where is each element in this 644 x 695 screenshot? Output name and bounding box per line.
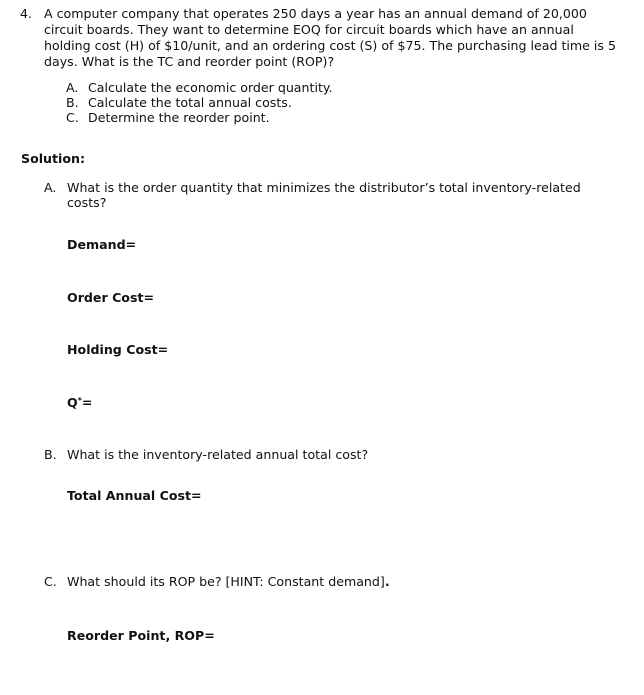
subpart-a-text: Calculate the economic order quantity. <box>88 80 333 95</box>
problem-line-3: holding cost (H) of $10/unit, and an ordering cost (S) of $75. The purchasing lead time is 5 <box>44 38 616 53</box>
problem-line-2: circuit boards. They want to determine EOQ for circuit boards which have an annual <box>44 22 574 37</box>
subpart-a-label: A. <box>66 80 79 95</box>
total-annual-cost-field-label: Total Annual Cost= <box>67 488 202 503</box>
part-b-question: What is the inventory-related annual total cost? <box>67 447 369 462</box>
subpart-b <box>66 95 292 111</box>
q-star-equals: = <box>81 395 93 410</box>
part-a-label: A. <box>44 180 57 195</box>
subpart-c-label: C. <box>66 110 79 125</box>
part-a-question-line-1: What is the order quantity that minimizes the distributor’s total inventory-related <box>67 180 581 195</box>
question-number: 4. <box>20 6 33 21</box>
part-c-question-text: What should its ROP be? [HINT: Constant demand] <box>67 574 385 589</box>
subpart-c <box>66 110 270 126</box>
q-star-field-label <box>67 395 92 411</box>
part-c-question-end: . <box>384 574 390 589</box>
part-a-question-line-2: costs? <box>67 195 107 210</box>
subpart-b-label: B. <box>66 95 79 110</box>
subpart-c-text: Determine the reorder point. <box>88 110 270 125</box>
problem-line-4: days. What is the TC and reorder point (ROP)? <box>44 54 335 69</box>
problem-line-1: A computer company that operates 250 days a year has an annual demand of 20,000 <box>44 6 587 21</box>
order-cost-field-label: Order Cost= <box>67 290 155 305</box>
part-c-label: C. <box>44 574 57 589</box>
part-b-label: B. <box>44 447 57 462</box>
holding-cost-field-label: Holding Cost= <box>67 342 169 357</box>
subpart-b-text: Calculate the total annual costs. <box>88 95 292 110</box>
part-c-question <box>67 574 390 590</box>
demand-field-label: Demand= <box>67 237 137 252</box>
q-star-superscript: * <box>77 396 82 405</box>
q-star-base: Q <box>67 395 78 410</box>
subpart-a <box>66 80 333 96</box>
reorder-point-field-label: Reorder Point, ROP= <box>67 628 215 643</box>
solution-heading: Solution: <box>21 151 85 166</box>
